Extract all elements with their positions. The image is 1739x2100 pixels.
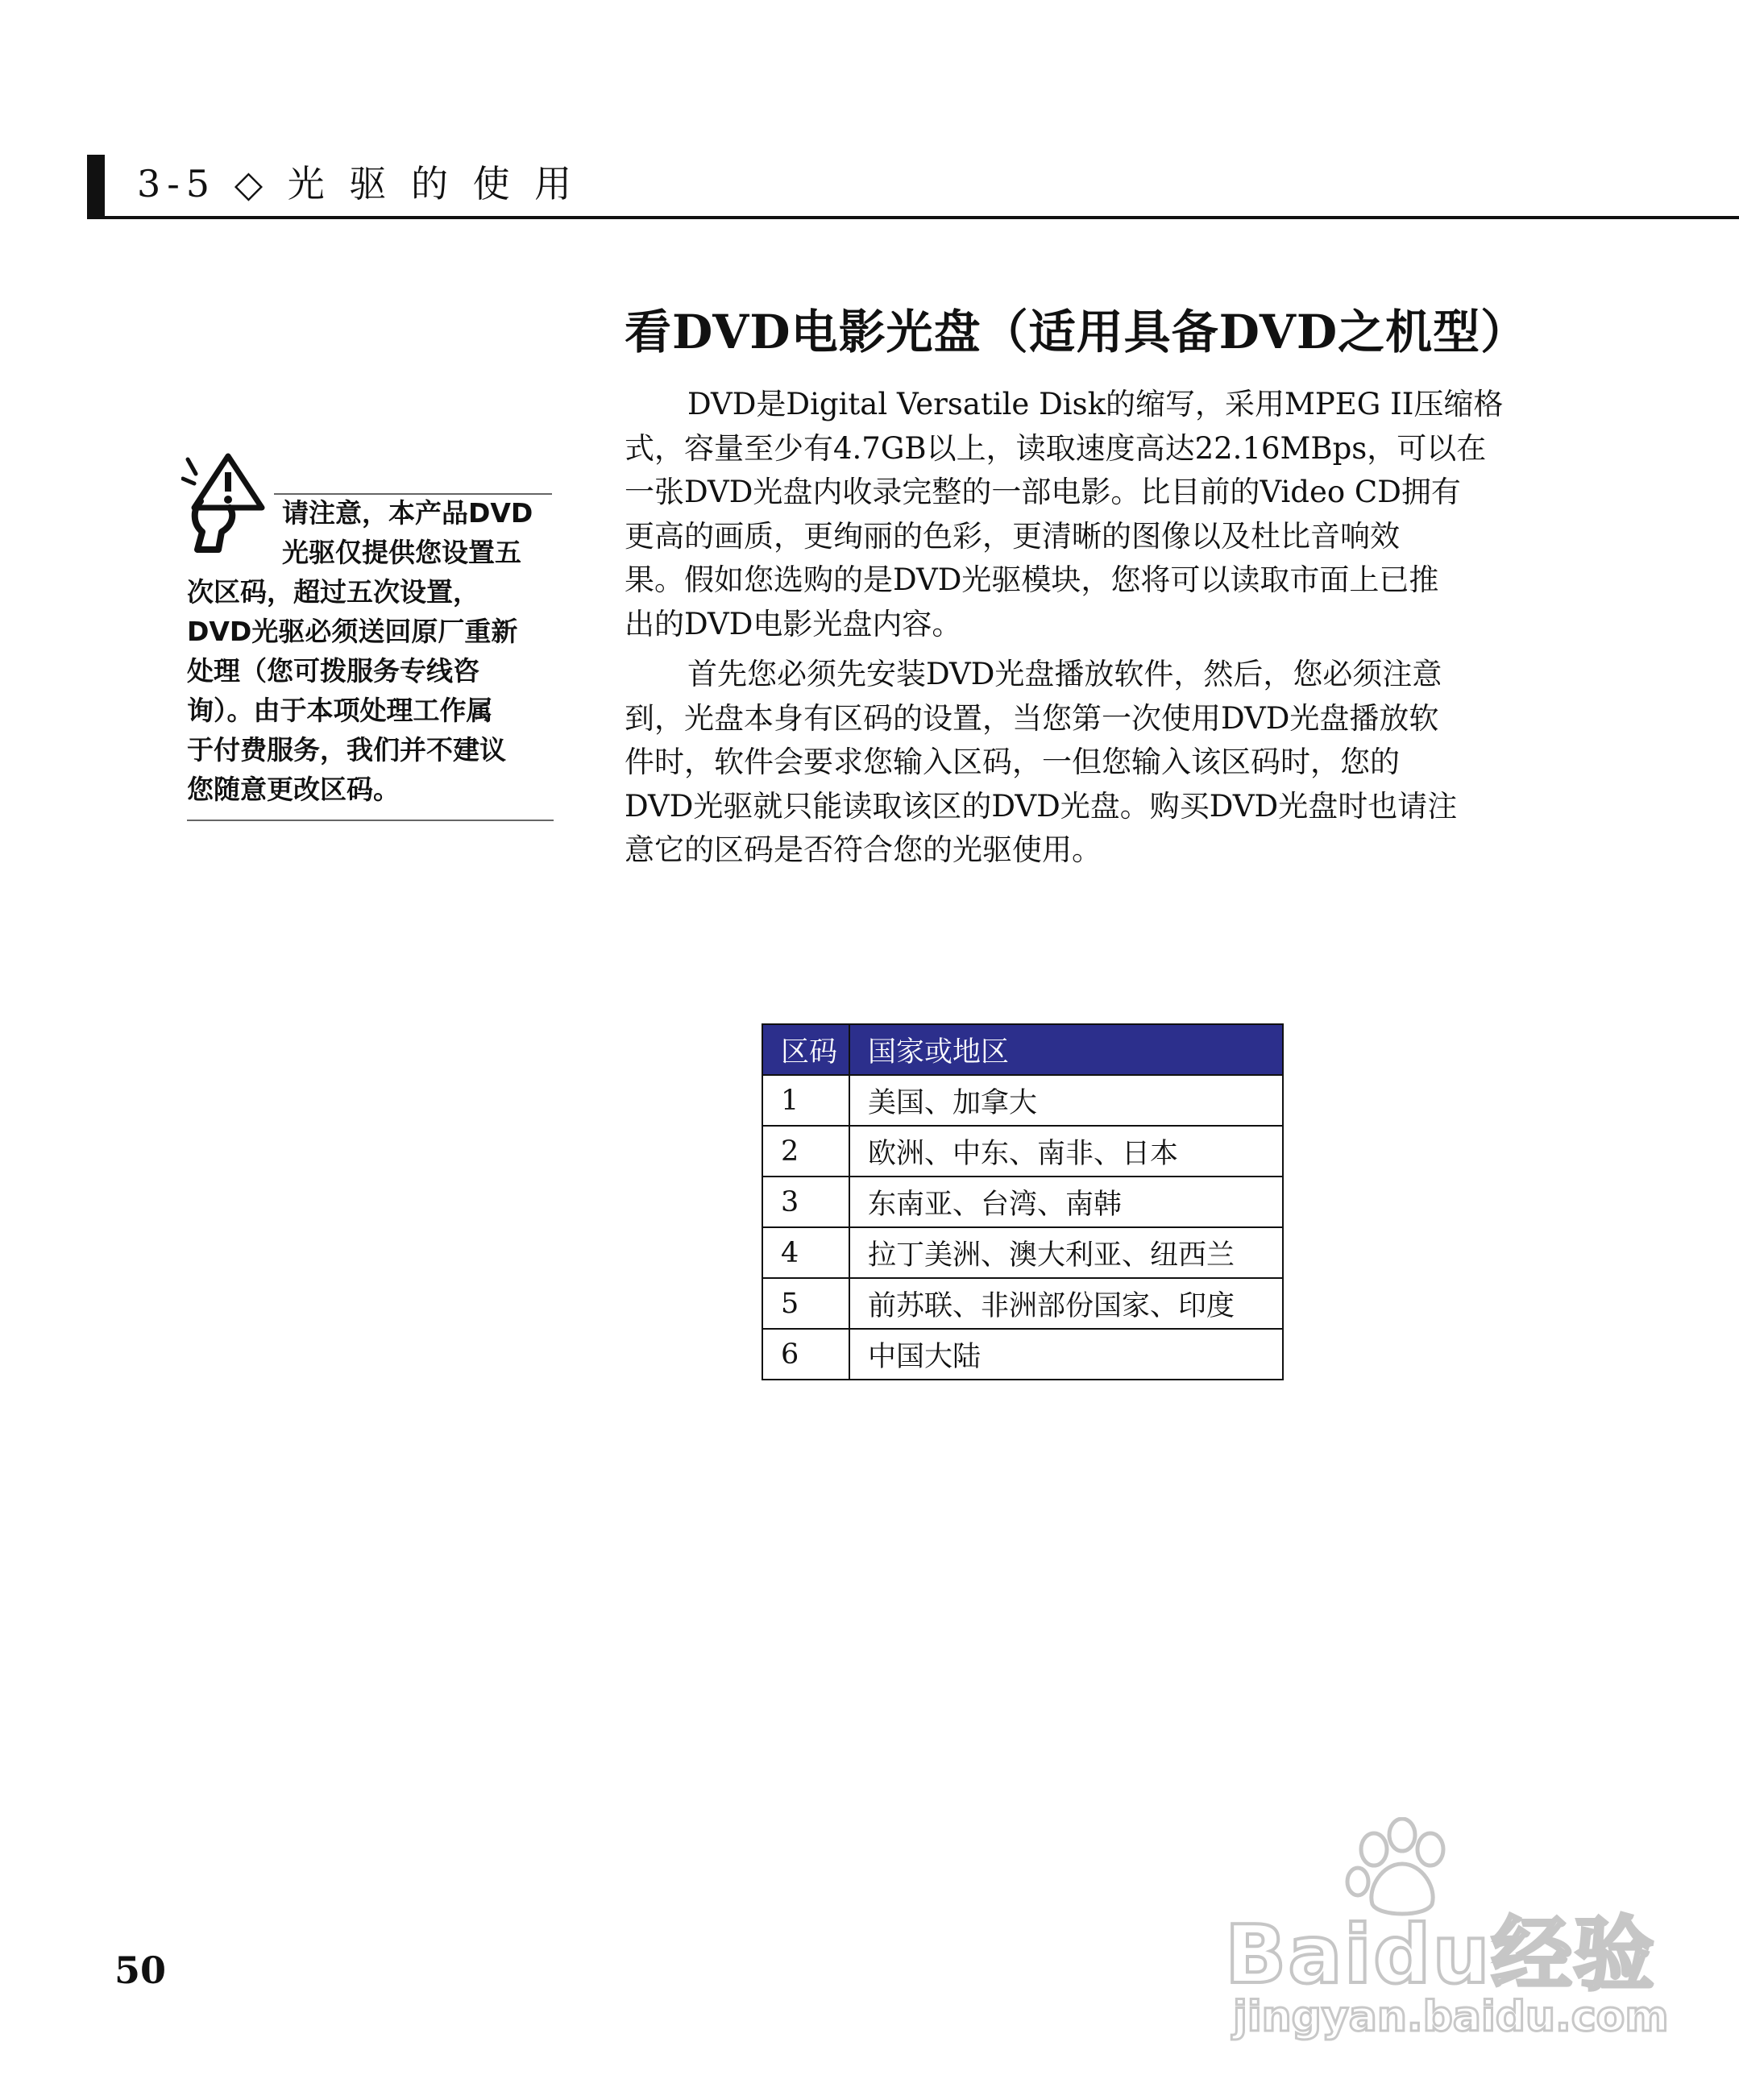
table-row [762,1177,1283,1227]
header-divider [87,216,1739,219]
region-name-cell: 拉丁美洲、澳大利亚、纽西兰 [849,1227,1283,1278]
note-line: 于付费服务，我们并不建议 [187,734,506,766]
note-line: DVD光驱必须送回原厂重新 [187,616,518,647]
paragraph-line: 件时，软件会要求您输入区码，一但您输入该区码时，您的 [625,745,1400,779]
section-header: 3-5 ◇ 光 驱 的 使 用 [137,162,579,205]
region-name-cell: 美国、加拿大 [849,1075,1283,1126]
region-code-table [762,1023,1284,1380]
column-header-code: 区码 [762,1024,849,1075]
warning-note [187,493,554,809]
page-number: 50 [114,1949,167,1992]
page-title: 看DVD电影光盘（适用具备DVD之机型） [625,305,1529,359]
region-code-paragraph [625,653,1519,873]
region-code-cell: 3 [762,1177,849,1227]
table-header-row [762,1024,1283,1075]
paragraph-line: 更高的画质，更绚丽的色彩，更清晰的图像以及杜比音响效 [625,518,1400,554]
paragraph-line: 一张DVD光盘内收录完整的一部电影。比目前的Video CD拥有 [625,475,1461,509]
table-row [762,1075,1283,1126]
paragraph-line: 首先您必须先安装DVD光盘播放软件，然后，您必须注意 [687,657,1442,691]
region-code-cell: 4 [762,1227,849,1278]
paragraph-line: 出的DVD电影光盘内容。 [625,606,962,641]
note-line: 请注意，本产品DVD [282,497,533,529]
region-code-cell: 5 [762,1278,849,1329]
baidu-watermark [1225,1817,1669,2059]
column-header-region: 国家或地区 [849,1024,1283,1075]
region-code-cell: 2 [762,1126,849,1177]
table-row [762,1126,1283,1177]
table-row [762,1278,1283,1329]
note-line: 您随意更改区码。 [187,774,400,805]
watermark-brand: Baidu经验 [1225,1907,1656,2002]
note-line: 处理（您可拨服务专线咨 [187,655,479,687]
region-name-cell: 前苏联、非洲部份国家、印度 [849,1278,1283,1329]
note-line: 次区码，超过五次设置， [187,576,479,608]
section-marker-bar [87,155,105,219]
note-line: 询）。由于本项处理工作属 [187,695,493,726]
intro-paragraph [625,383,1519,646]
paragraph-line: 果。假如您选购的是DVD光驱模块，您将可以读取市面上已推 [625,562,1439,597]
watermark-url: jingyan.baidu.com [1233,1993,1669,2041]
region-name-cell: 东南亚、台湾、南韩 [849,1177,1283,1227]
paragraph-line: DVD是Digital Versatile Disk的缩写，采用MPEG II压缩格 [687,387,1504,421]
region-code-cell: 6 [762,1329,849,1380]
note-line: 光驱仅提供您设置五 [282,537,521,568]
table-row [762,1329,1283,1380]
paragraph-line: 式，容量至少有4.7GB以上，读取速度高达22.16MBps，可以在 [625,430,1487,466]
paragraph-line: 意它的区码是否符合您的光驱使用。 [625,832,1102,867]
paragraph-line: DVD光驱就只能读取该区的DVD光盘。购买DVD光盘时也请注 [625,788,1458,824]
note-bottom-divider [187,820,554,821]
region-name-cell: 中国大陆 [849,1329,1283,1380]
paragraph-line: 到，光盘本身有区码的设置，当您第一次使用DVD光盘播放软 [625,700,1439,736]
table-row [762,1227,1283,1278]
region-code-cell: 1 [762,1075,849,1126]
region-name-cell: 欧洲、中东、南非、日本 [849,1126,1283,1177]
